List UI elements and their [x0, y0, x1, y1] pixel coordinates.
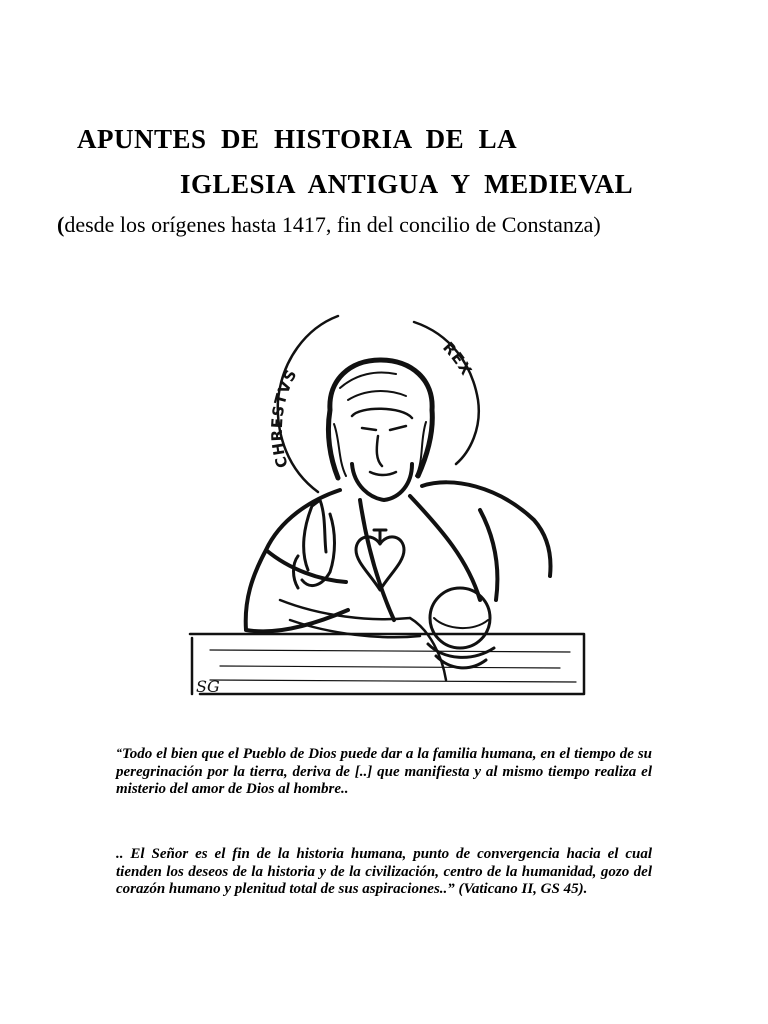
beard	[352, 464, 412, 500]
globe	[430, 588, 490, 648]
subtitle-text: desde los orígenes hasta 1417, fin del concilio de Constanza)	[64, 212, 601, 237]
quote-paragraph-1	[116, 744, 652, 799]
halo-left-text: CHRESTVS	[267, 365, 301, 470]
christ-rex-illustration	[180, 300, 598, 716]
title-line-2: IGLESIA ANTIGUA Y MEDIEVAL	[180, 169, 634, 199]
hair	[328, 360, 432, 478]
halo-right-text: REX	[439, 338, 476, 380]
quote-open-mark: “	[116, 745, 122, 759]
quote-paragraph-1-text: Todo el bien que el Pueblo de Dios puede dar a la familia humana, en el tiempo de su peregrinación por la tierra, deriva de [..] que manifiesta y al mismo tiempo realiza el misterio del amor de Dios al hombre..	[116, 746, 652, 797]
quote-paragraph-2: .. El Señor es el fin de la historia humana, punto de convergencia hacia el cual tienden los deseos de la historia y de la civilización, centro de la humanidad, gozo del corazón humano y plenitud total de sus aspiraciones..” (Vaticano II, GS 45).	[116, 846, 652, 897]
title-line-1: APUNTES DE HISTORIA DE LA	[77, 124, 518, 154]
face	[352, 409, 412, 475]
halo-arc-right	[414, 322, 479, 464]
table-base	[190, 634, 584, 694]
subtitle-open-paren: (	[57, 212, 65, 237]
subtitle	[57, 212, 601, 238]
robe	[246, 482, 551, 631]
artist-signature: SG	[196, 677, 220, 696]
